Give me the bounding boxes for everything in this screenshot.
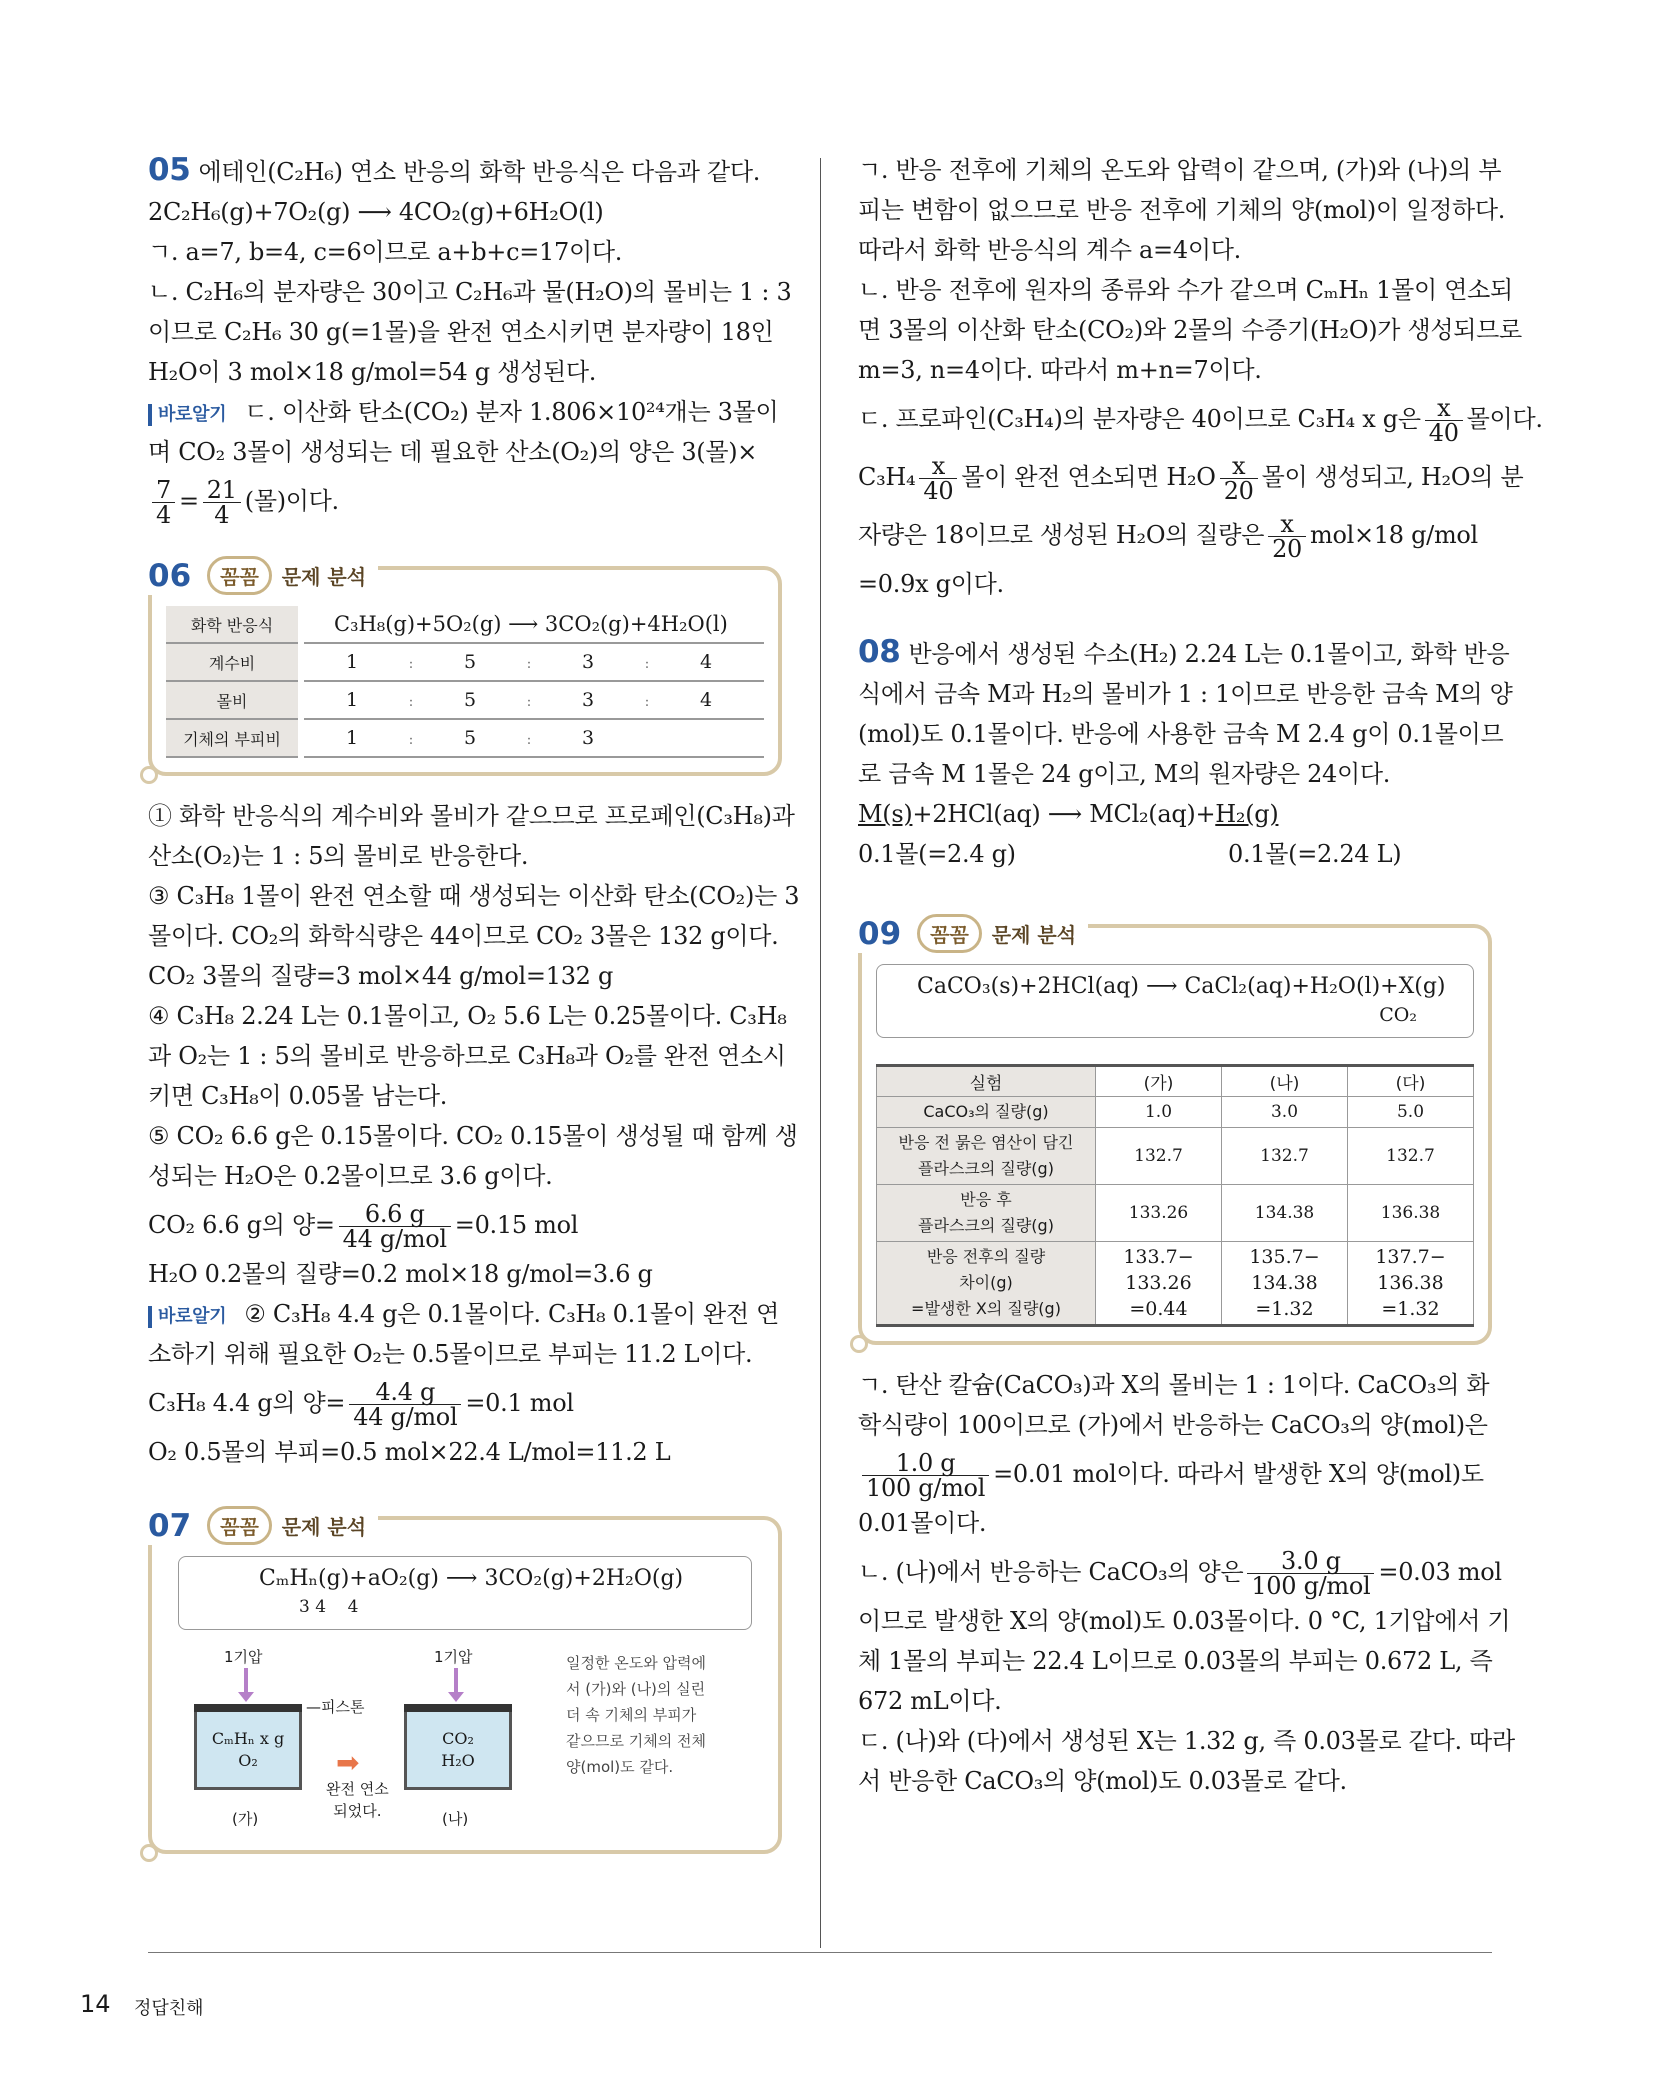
q08-line: 로 금속 M 1몰은 24 g이고, M의 원자량은 24이다. xyxy=(858,760,1391,788)
q05-equation: 2C₂H₆(g)+7O₂(g) ⟶ 4CO₂(g)+6H₂O(l) xyxy=(148,198,604,226)
q09-line: 체 1몰의 부피는 22.4 L이므로 0.03몰의 부피는 0.672 L, 즉 xyxy=(858,1647,1493,1675)
pressure-label: 1기압 xyxy=(224,1648,263,1666)
q07-answer-line: ㄴ. 반응 전후에 원자의 종류와 수가 같으며 CₘHₙ 1몰이 연소되 xyxy=(858,276,1513,304)
table-row: 반응 후 플라스크의 질량(g) 133.26 134.38 136.38 xyxy=(877,1185,1474,1242)
box-title: 문제 분석 xyxy=(281,1515,367,1539)
q09-box-header xyxy=(858,914,1088,953)
fraction: $\frac{4.4 g}{\text{44 g/mol}}$ xyxy=(349,1380,461,1429)
table-row: 기체의 부피비 1 : 5 : 3 xyxy=(166,719,764,757)
q05-line1 xyxy=(148,150,782,192)
q06-baro-line: 바로알기 ② C₃H₈ 4.4 g은 0.1몰이다. C₃H₈ 0.1몰이 완전 연 xyxy=(148,1294,782,1334)
q08-section: 08 반응에서 생성된 수소(H₂) 2.24 L는 0.1몰이고, 화학 반응 식에서 금속 M과 H₂의 몰비가 1 : 1이므로 반응한 금속 M의 양 (mol)도 0.1몰이다. 반응에 사용한 금속 M 2.4 g이 0.1몰이므 로 금속 M 1몰은 24 g이고, M의 원자량은 24이다. M(s)+2HCl(aq) ⟶ MCl₂(aq)+H₂(g) 0.1몰(=2.4 g) 0.1몰(=2.24 L) xyxy=(858,632,1492,874)
q09-line: 이므로 발생한 X의 양(mol)도 0.03몰이다. 0 °C, 1기압에서 기 xyxy=(858,1607,1511,1635)
piston-label: —피스톤 xyxy=(306,1698,365,1716)
fraction: $\frac{3.0 g}{\text{100 g/mol}}$ xyxy=(1247,1549,1374,1598)
piston-icon xyxy=(194,1704,302,1712)
q06-number: 06 xyxy=(148,557,192,594)
q09-line: 학식량이 100이므로 (가)에서 반응하는 CaCO₃의 양(mol)은 xyxy=(858,1411,1488,1439)
q06-explanation xyxy=(148,796,800,1472)
q05-line9: $\frac{7}{4}$ = $\frac{21}{4}$ (몰)이다. xyxy=(148,472,782,530)
q06-line: 산소(O₂)는 1 : 5의 몰비로 반응한다. xyxy=(148,842,529,870)
fraction: $\frac{1.0 g}{\text{100 g/mol}}$ xyxy=(862,1451,989,1500)
q07-answer-frac-line: ㄷ. 프로파인(C₃H₄)의 분자량은 40이므로 C₃H₄ x g은 $\frac{x}{40}$ 몰이다. xyxy=(858,394,1543,447)
q09-frac-line: ㄴ. (나)에서 반응하는 CaCO₃의 양은 $\frac{3.0 g}{\text{100 g/mol}}$ =0.03 mol xyxy=(858,1547,1502,1600)
row-header: 몰비 xyxy=(166,681,301,719)
fraction: $\frac{7}{4}$ xyxy=(152,478,175,527)
q05-intro: 에테인(C₂H₆) 연소 반응의 화학 반응식은 다음과 같다. xyxy=(198,158,761,186)
q07-coefficients: 3 4 4 xyxy=(299,1597,359,1617)
pressure-label: 1기압 xyxy=(434,1648,473,1666)
q05-line3: ㄱ. a=7, b=4, c=6이므로 a+b+c=17이다. xyxy=(148,238,623,266)
cylinder-before: CₘHₙ x g O₂ xyxy=(194,1712,302,1790)
q09-line: ㄷ. (나)와 (다)에서 생성된 X는 1.32 g, 즉 0.03몰로 같다. 따라 xyxy=(858,1727,1515,1755)
left-column xyxy=(148,150,800,1870)
box-title: 문제 분석 xyxy=(991,923,1077,947)
q07-answer-frac-line: 자량은 18이므로 생성된 H₂O의 질량은 $\frac{x}{20}$ mol×18 g/mol xyxy=(858,510,1478,563)
q06-line: 성되는 H₂O은 0.2몰이므로 3.6 g이다. xyxy=(148,1162,553,1190)
fraction: $\frac{x}{40}$ xyxy=(919,454,957,503)
q06-line: 과 O₂는 1 : 5의 몰비로 반응하므로 C₃H₈과 O₂를 완전 연소시 xyxy=(148,1042,786,1070)
fraction: $\frac{6.6 g}{\text{44 g/mol}}$ xyxy=(339,1202,451,1251)
q06-line: 키면 C₃H₈이 0.05몰 남는다. xyxy=(148,1082,448,1110)
q08-amounts: 0.1몰(=2.4 g) 0.1몰(=2.24 L) xyxy=(858,840,1402,868)
q09-frac-line: $\frac{1.0 g}{\text{100 g/mol}}$ =0.01 mol이다. 따라서 발생한 X의 양(mol)도 xyxy=(858,1445,1492,1503)
right-column xyxy=(858,150,1543,1801)
footer-label: 정답친해 xyxy=(134,1998,204,2019)
caption-ga: (가) xyxy=(232,1810,259,1828)
q07-answer-line: m=3, n=4이다. 따라서 m+n=7이다. xyxy=(858,356,1262,384)
q09-equation-box xyxy=(876,964,1474,1038)
q09-equation-note: CO₂ xyxy=(1379,1004,1417,1026)
q06-line: CO₂ 3몰의 질량=3 mol×44 g/mol=132 g xyxy=(148,962,614,990)
q07-cylinder-diagram xyxy=(166,1646,764,1836)
q08-line: (mol)도 0.1몰이다. 반응에 사용한 금속 M 2.4 g이 0.1몰이므 xyxy=(858,720,1504,748)
q09-line: 0.01몰이다. xyxy=(858,1509,987,1537)
q05-line4: ㄴ. C₂H₆의 분자량은 30이고 C₂H₆과 물(H₂O)의 몰비는 1 : 3 xyxy=(148,278,792,306)
column-divider xyxy=(820,158,821,1948)
q07-note: 일정한 온도와 압력에 서 (가)와 (나)의 실린 더 속 기체의 부피가 같으므로 기체의 전체 양(mol)도 같다. xyxy=(566,1654,706,1776)
q07-equation: CₘHₙ(g)+aO₂(g) ⟶ 3CO₂(g)+2H₂O(g) xyxy=(259,1566,684,1591)
q05-number: 05 xyxy=(148,152,191,188)
fraction: $\frac{21}{4}$ xyxy=(203,478,241,527)
cylinder-after: CO₂ H₂O xyxy=(404,1712,512,1790)
q07-answer-line: 따라서 화학 반응식의 계수 a=4이다. xyxy=(858,236,1241,264)
fraction: $\frac{x}{40}$ xyxy=(1425,396,1463,445)
footer-rule xyxy=(148,1952,1492,1953)
table-row: 반응 전 묽은 염산이 담긴 플라스크의 질량(g) 132.7 132.7 132.7 xyxy=(877,1128,1474,1185)
q09-explanation xyxy=(858,1365,1515,1801)
q06-line: ④ C₃H₈ 2.24 L는 0.1몰이고, O₂ 5.6 L는 0.25몰이다. C₃H₈ xyxy=(148,1002,787,1030)
q07-analysis-box xyxy=(148,1507,782,1854)
q07-answer-line: =0.9x g이다. xyxy=(858,570,1004,598)
page-number: 14 xyxy=(80,1990,111,2018)
caption-na: (나) xyxy=(442,1810,469,1828)
q08-line: 식에서 금속 M과 H₂의 몰비가 1 : 1이므로 반응한 금속 M의 양 xyxy=(858,680,1513,708)
reaction-label: 완전 연소 되었다. xyxy=(326,1780,389,1820)
table-row: 몰비 1 : 5 : 3 : 4 xyxy=(166,681,764,719)
table-row: 계수비 1 : 5 : 3 : 4 xyxy=(166,643,764,681)
q09-line: 서 반응한 CaCO₃의 양(mol)도 0.03몰로 같다. xyxy=(858,1767,1347,1795)
table-row xyxy=(166,606,764,643)
q09-analysis-box xyxy=(858,915,1492,1345)
q05-line7-text: ㄷ. 이산화 탄소(CO₂) 분자 1.806×10²⁴개는 3몰이 xyxy=(244,398,779,426)
row-header: 기체의 부피비 xyxy=(166,719,301,757)
table-row: CaCO₃의 질량(g) 1.0 3.0 5.0 xyxy=(877,1097,1474,1128)
q06-co2-calc: CO₂ 6.6 g의 양= $\frac{6.6 g}{\text{44 g/mol}}$ =0.15 mol xyxy=(148,1200,579,1253)
q08-equation: M(s)+2HCl(aq) ⟶ MCl₂(aq)+H₂(g) xyxy=(858,800,1279,828)
reaction-equation: C₃H₈(g)+5O₂(g) ⟶ 3CO₂(g)+4H₂O(l) xyxy=(301,606,764,643)
q09-line: ㄱ. 탄산 칼슘(CaCO₃)과 X의 몰비는 1 : 1이다. CaCO₃의 화 xyxy=(858,1371,1490,1399)
fraction: $\frac{x}{20}$ xyxy=(1268,512,1306,561)
q06-ratio-table xyxy=(166,606,764,758)
q07-number: 07 xyxy=(148,1507,192,1544)
ggom-badge: 꼼꼼 xyxy=(207,1506,272,1545)
q05-baro-tag: 바로알기 xyxy=(148,404,232,426)
right-arrow-icon: ➡ xyxy=(336,1746,360,1779)
q06-box-header xyxy=(148,556,378,595)
q05-line7 xyxy=(148,392,782,432)
row-header: 계수비 xyxy=(166,643,301,681)
q09-equation: CaCO₃(s)+2HCl(aq) ⟶ CaCl₂(aq)+H₂O(l)+X(g) xyxy=(917,974,1446,999)
pressure-arrow-icon xyxy=(454,1668,458,1692)
q06-line: ③ C₃H₈ 1몰이 완전 연소할 때 생성되는 이산화 탄소(CO₂)는 3 xyxy=(148,882,800,910)
q07-equation-box xyxy=(178,1556,752,1630)
q06-line: 몰이다. CO₂의 화학식량은 44이므로 CO₂ 3몰은 132 g이다. xyxy=(148,922,779,950)
box-title: 문제 분석 xyxy=(281,565,367,589)
q06-analysis-box xyxy=(148,557,782,776)
fraction: $\frac{x}{20}$ xyxy=(1220,454,1258,503)
ggom-badge: 꼼꼼 xyxy=(207,556,272,595)
q09-number: 09 xyxy=(858,915,902,952)
box-corner-dot xyxy=(140,766,158,784)
q07-answer-line: ㄱ. 반응 전후에 기체의 온도와 압력이 같으며, (가)와 (나)의 부 xyxy=(858,156,1502,184)
q06-line: ⑤ CO₂ 6.6 g은 0.15몰이다. CO₂ 0.15몰이 생성될 때 함께 생 xyxy=(148,1122,798,1150)
row-header: 화학 반응식 xyxy=(166,606,301,643)
q07-box-header xyxy=(148,1506,378,1545)
q07-answer-frac-line: C₃H₄ $\frac{x}{40}$ 몰이 완전 연소되면 H₂O $\frac{x}{20}$ 몰이 생성되고, H₂O의 분 xyxy=(858,452,1524,505)
q05-line5: 이므로 C₂H₆ 30 g(=1몰)을 완전 연소시키면 분자량이 18인 xyxy=(148,318,774,346)
q06-h2o-calc: H₂O 0.2몰의 질량=0.2 mol×18 g/mol=3.6 g xyxy=(148,1260,653,1288)
q06-line: ① 화학 반응식의 계수비와 몰비가 같으므로 프로페인(C₃H₈)과 xyxy=(148,802,795,830)
q07-answer-line: 면 3몰의 이산화 탄소(CO₂)와 2몰의 수증기(H₂O)가 생성되므로 xyxy=(858,316,1522,344)
q09-line: 672 mL이다. xyxy=(858,1687,1002,1715)
box-corner-dot xyxy=(140,1844,158,1862)
q06-line: 소하기 위해 필요한 O₂는 0.5몰이므로 부피는 11.2 L이다. xyxy=(148,1340,753,1368)
table-row: 반응 전후의 질량 차이(g) =발생한 X의 질량(g) 133.7− 133.26 =0.44 135.7− 134.38 =1.32 137.7− 136.38 =1.32 xyxy=(877,1242,1474,1326)
piston-icon xyxy=(404,1704,512,1712)
q05-line6: H₂O이 3 mol×18 g/mol=54 g 생성된다. xyxy=(148,358,597,386)
q07-answer-line: 피는 변함이 없으므로 반응 전후에 기체의 양(mol)이 일정하다. xyxy=(858,196,1506,224)
q06-baro-tag: 바로알기 xyxy=(148,1306,232,1328)
q08-number: 08 xyxy=(858,634,901,670)
q06-c3h8-calc: C₃H₈ 4.4 g의 양= $\frac{4.4 g}{\text{44 g/mol}}$ =0.1 mol xyxy=(148,1378,574,1431)
box-corner-dot xyxy=(850,1335,868,1353)
q09-experiment-table xyxy=(876,1064,1474,1327)
table-header-row: 실험 (가) (나) (다) xyxy=(877,1066,1474,1097)
ggom-badge: 꼼꼼 xyxy=(917,914,982,953)
q06-o2-calc: O₂ 0.5몰의 부피=0.5 mol×22.4 L/mol=11.2 L xyxy=(148,1438,671,1466)
pressure-arrow-icon xyxy=(244,1668,248,1692)
q05-line8: 며 CO₂ 3몰이 생성되는 데 필요한 산소(O₂)의 양은 3(몰)× xyxy=(148,438,758,466)
